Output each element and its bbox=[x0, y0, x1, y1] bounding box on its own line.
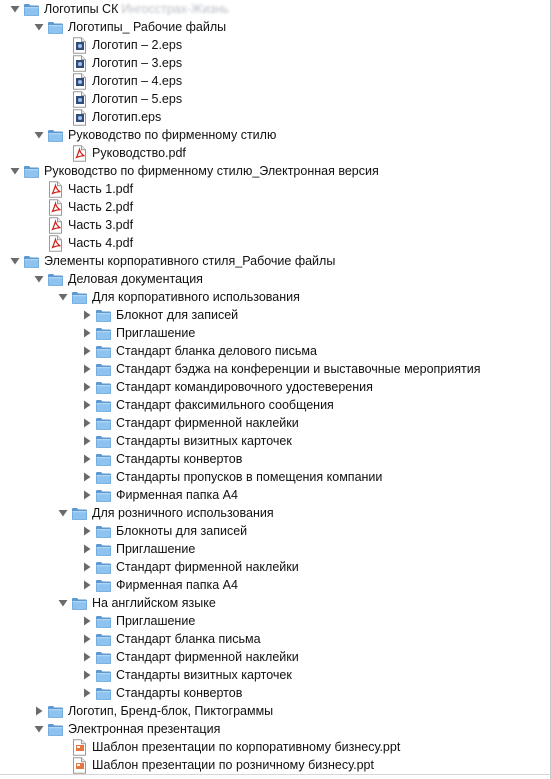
disclosure-triangle-down-icon[interactable] bbox=[56, 288, 70, 306]
folder-icon bbox=[94, 684, 112, 702]
tree-row-label: Шаблон презентации по розничному бизнесу.ppt bbox=[92, 758, 374, 772]
disclosure-spacer bbox=[56, 738, 70, 756]
tree-row[interactable] bbox=[0, 648, 550, 666]
tree-row-label: Стандарты визитных карточек bbox=[116, 668, 292, 682]
folder-icon bbox=[46, 702, 64, 720]
tree-row[interactable] bbox=[0, 540, 550, 558]
eps-file-icon bbox=[70, 54, 88, 72]
tree-row-label: Часть 4.pdf bbox=[68, 236, 134, 250]
tree-row[interactable] bbox=[0, 522, 550, 540]
disclosure-triangle-right-icon[interactable] bbox=[80, 432, 94, 450]
tree-row-label: Логотипы СК bbox=[44, 2, 119, 16]
tree-row-label: Электронная презентация bbox=[68, 722, 221, 736]
folder-icon bbox=[22, 0, 40, 18]
tree-row[interactable] bbox=[0, 144, 550, 162]
disclosure-triangle-down-icon[interactable] bbox=[32, 720, 46, 738]
tree-row-label: Стандарты пропусков в помещения компании bbox=[116, 470, 383, 484]
folder-icon bbox=[94, 666, 112, 684]
tree-row-label: Часть 1.pdf bbox=[68, 182, 134, 196]
ppt-file-icon bbox=[70, 756, 88, 774]
tree-row[interactable] bbox=[0, 684, 550, 702]
tree-row[interactable] bbox=[0, 342, 550, 360]
disclosure-spacer bbox=[32, 180, 46, 198]
tree-row-label: Логотип – 5.eps bbox=[92, 92, 183, 106]
tree-row[interactable] bbox=[0, 162, 550, 180]
tree-row-label: Деловая документация bbox=[68, 272, 203, 286]
folder-icon bbox=[94, 450, 112, 468]
disclosure-triangle-down-icon[interactable] bbox=[8, 162, 22, 180]
tree-row[interactable] bbox=[0, 252, 550, 270]
folder-icon bbox=[94, 612, 112, 630]
folder-icon bbox=[94, 576, 112, 594]
folder-icon bbox=[46, 270, 64, 288]
disclosure-triangle-right-icon[interactable] bbox=[80, 630, 94, 648]
pdf-file-icon bbox=[46, 216, 64, 234]
tree-row[interactable] bbox=[0, 558, 550, 576]
disclosure-triangle-right-icon[interactable] bbox=[32, 702, 46, 720]
folder-icon bbox=[94, 486, 112, 504]
disclosure-triangle-down-icon[interactable] bbox=[32, 126, 46, 144]
tree-row[interactable] bbox=[0, 432, 550, 450]
folder-icon bbox=[94, 432, 112, 450]
disclosure-triangle-down-icon[interactable] bbox=[56, 504, 70, 522]
tree-row-label: Стандарты конвертов bbox=[116, 686, 243, 700]
disclosure-spacer bbox=[56, 144, 70, 162]
tree-row[interactable] bbox=[0, 90, 550, 108]
disclosure-triangle-down-icon[interactable] bbox=[8, 0, 22, 18]
tree-row-label: Стандарт фирменной наклейки bbox=[116, 650, 299, 664]
eps-file-icon bbox=[70, 36, 88, 54]
folder-icon bbox=[94, 378, 112, 396]
pdf-file-icon bbox=[46, 234, 64, 252]
tree-row[interactable] bbox=[0, 0, 550, 18]
tree-row-label: Блокнот для записей bbox=[116, 308, 239, 322]
folder-icon bbox=[70, 288, 88, 306]
tree-row[interactable] bbox=[0, 306, 550, 324]
tree-row-label: Фирменная папка А4 bbox=[116, 578, 238, 592]
disclosure-triangle-right-icon[interactable] bbox=[80, 378, 94, 396]
disclosure-spacer bbox=[56, 36, 70, 54]
folder-icon bbox=[94, 396, 112, 414]
tree-row-label: Шаблон презентации по корпоративному бизнесу.ppt bbox=[92, 740, 401, 754]
tree-row[interactable] bbox=[0, 486, 550, 504]
tree-row-label: Стандарт фирменной наклейки bbox=[116, 560, 299, 574]
disclosure-triangle-right-icon[interactable] bbox=[80, 342, 94, 360]
disclosure-spacer bbox=[56, 54, 70, 72]
folder-icon bbox=[94, 540, 112, 558]
pdf-file-icon bbox=[46, 198, 64, 216]
folder-icon bbox=[22, 252, 40, 270]
tree-row[interactable] bbox=[0, 378, 550, 396]
folder-icon bbox=[94, 522, 112, 540]
tree-row-label: Логотип.eps bbox=[92, 110, 162, 124]
disclosure-triangle-right-icon[interactable] bbox=[80, 468, 94, 486]
tree-row[interactable] bbox=[0, 270, 550, 288]
tree-row[interactable] bbox=[0, 180, 550, 198]
folder-icon bbox=[46, 720, 64, 738]
tree-row-label: Руководство по фирменному стилю bbox=[68, 128, 277, 142]
folder-icon bbox=[94, 558, 112, 576]
tree-row[interactable] bbox=[0, 36, 550, 54]
tree-row-label: Часть 3.pdf bbox=[68, 218, 134, 232]
bottom-divider bbox=[0, 774, 551, 775]
folder-icon bbox=[22, 162, 40, 180]
tree-row[interactable] bbox=[0, 360, 550, 378]
folder-icon bbox=[94, 630, 112, 648]
tree-row[interactable] bbox=[0, 54, 550, 72]
disclosure-triangle-right-icon[interactable] bbox=[80, 324, 94, 342]
tree-row[interactable] bbox=[0, 720, 550, 738]
tree-row[interactable] bbox=[0, 198, 550, 216]
tree-row[interactable] bbox=[0, 216, 550, 234]
tree-row-label: Приглашение bbox=[116, 326, 196, 340]
disclosure-spacer bbox=[32, 216, 46, 234]
disclosure-triangle-right-icon[interactable] bbox=[80, 486, 94, 504]
tree-row[interactable] bbox=[0, 738, 550, 756]
tree-row[interactable] bbox=[0, 126, 550, 144]
tree-row-label: Руководство.pdf bbox=[92, 146, 186, 160]
disclosure-triangle-right-icon[interactable] bbox=[80, 306, 94, 324]
folder-icon bbox=[46, 18, 64, 36]
tree-row[interactable] bbox=[0, 612, 550, 630]
disclosure-spacer bbox=[32, 198, 46, 216]
disclosure-triangle-down-icon[interactable] bbox=[32, 18, 46, 36]
tree-row-label: Часть 2.pdf bbox=[68, 200, 134, 214]
disclosure-triangle-right-icon[interactable] bbox=[80, 522, 94, 540]
folder-icon bbox=[94, 324, 112, 342]
disclosure-spacer bbox=[56, 72, 70, 90]
tree-row[interactable] bbox=[0, 576, 550, 594]
tree-row[interactable] bbox=[0, 630, 550, 648]
folder-icon bbox=[94, 342, 112, 360]
disclosure-triangle-right-icon[interactable] bbox=[80, 396, 94, 414]
folder-icon bbox=[70, 594, 88, 612]
disclosure-spacer bbox=[56, 756, 70, 774]
disclosure-spacer bbox=[56, 90, 70, 108]
eps-file-icon bbox=[70, 72, 88, 90]
disclosure-triangle-down-icon[interactable] bbox=[56, 594, 70, 612]
tree-row-label: Стандарт бланка делового письма bbox=[116, 344, 317, 358]
tree-row-label: Логотип – 2.eps bbox=[92, 38, 183, 52]
tree-row-label-redacted: Ингосстрах-Жизнь bbox=[121, 2, 229, 16]
tree-row[interactable] bbox=[0, 666, 550, 684]
disclosure-triangle-right-icon[interactable] bbox=[80, 684, 94, 702]
tree-row-label: Стандарт командировочного удостеверения bbox=[116, 380, 373, 394]
tree-row-label: Стандарт факсимильного сообщения bbox=[116, 398, 334, 412]
pdf-file-icon bbox=[70, 144, 88, 162]
folder-icon bbox=[94, 468, 112, 486]
tree-row-label: Блокноты для записей bbox=[116, 524, 248, 538]
ppt-file-icon bbox=[70, 738, 88, 756]
tree-row[interactable] bbox=[0, 396, 550, 414]
tree-row-label: Элементы корпоративного стиля_Рабочие файлы bbox=[44, 254, 336, 268]
folder-icon bbox=[70, 504, 88, 522]
tree-row[interactable] bbox=[0, 72, 550, 90]
tree-row-label: Стандарт бланка письма bbox=[116, 632, 261, 646]
disclosure-spacer bbox=[56, 108, 70, 126]
disclosure-triangle-right-icon[interactable] bbox=[80, 576, 94, 594]
tree-row[interactable] bbox=[0, 234, 550, 252]
tree-row-label: Стандарт бэджа на конференции и выставочные мероприятия bbox=[116, 362, 481, 376]
disclosure-triangle-down-icon[interactable] bbox=[32, 270, 46, 288]
tree-row-label: Стандарты визитных карточек bbox=[116, 434, 292, 448]
tree-row-label: Руководство по фирменному стилю_Электронная версия bbox=[44, 164, 379, 178]
tree-row[interactable] bbox=[0, 324, 550, 342]
folder-icon bbox=[94, 648, 112, 666]
tree-row-label: Логотип, Бренд-блок, Пиктограммы bbox=[68, 704, 274, 718]
tree-row[interactable] bbox=[0, 288, 550, 306]
folder-icon bbox=[94, 360, 112, 378]
tree-row-label: Фирменная папка А4 bbox=[116, 488, 238, 502]
disclosure-spacer bbox=[32, 234, 46, 252]
tree-row[interactable] bbox=[0, 414, 550, 432]
pdf-file-icon bbox=[46, 180, 64, 198]
tree-row-label: Для розничного использования bbox=[92, 506, 274, 520]
folder-icon bbox=[94, 306, 112, 324]
tree-row-label: Приглашение bbox=[116, 614, 196, 628]
eps-file-icon bbox=[70, 108, 88, 126]
disclosure-triangle-right-icon[interactable] bbox=[80, 648, 94, 666]
tree-row-label: Логотип – 3.eps bbox=[92, 56, 183, 70]
tree-row-label: На английском языке bbox=[92, 596, 216, 610]
disclosure-triangle-right-icon[interactable] bbox=[80, 666, 94, 684]
tree-row[interactable] bbox=[0, 468, 550, 486]
tree-row[interactable] bbox=[0, 450, 550, 468]
tree-row-label: Стандарты конвертов bbox=[116, 452, 243, 466]
tree-row[interactable] bbox=[0, 504, 550, 522]
disclosure-triangle-right-icon[interactable] bbox=[80, 450, 94, 468]
tree-row[interactable] bbox=[0, 756, 550, 774]
disclosure-triangle-right-icon[interactable] bbox=[80, 414, 94, 432]
disclosure-triangle-right-icon[interactable] bbox=[80, 558, 94, 576]
tree-row[interactable] bbox=[0, 108, 550, 126]
eps-file-icon bbox=[70, 90, 88, 108]
folder-icon bbox=[46, 126, 64, 144]
disclosure-triangle-right-icon[interactable] bbox=[80, 540, 94, 558]
tree-row-label: Приглашение bbox=[116, 542, 196, 556]
disclosure-triangle-right-icon[interactable] bbox=[80, 360, 94, 378]
tree-row-label: Для корпоративного использования bbox=[92, 290, 300, 304]
tree-row[interactable] bbox=[0, 702, 550, 720]
tree-row-label: Стандарт фирменной наклейки bbox=[116, 416, 299, 430]
disclosure-triangle-right-icon[interactable] bbox=[80, 612, 94, 630]
tree-row[interactable] bbox=[0, 18, 550, 36]
disclosure-triangle-down-icon[interactable] bbox=[8, 252, 22, 270]
folder-icon bbox=[94, 414, 112, 432]
tree-row-label: Логотипы_ Рабочие файлы bbox=[68, 20, 227, 34]
tree-row[interactable] bbox=[0, 594, 550, 612]
tree-row-label: Логотип – 4.eps bbox=[92, 74, 183, 88]
